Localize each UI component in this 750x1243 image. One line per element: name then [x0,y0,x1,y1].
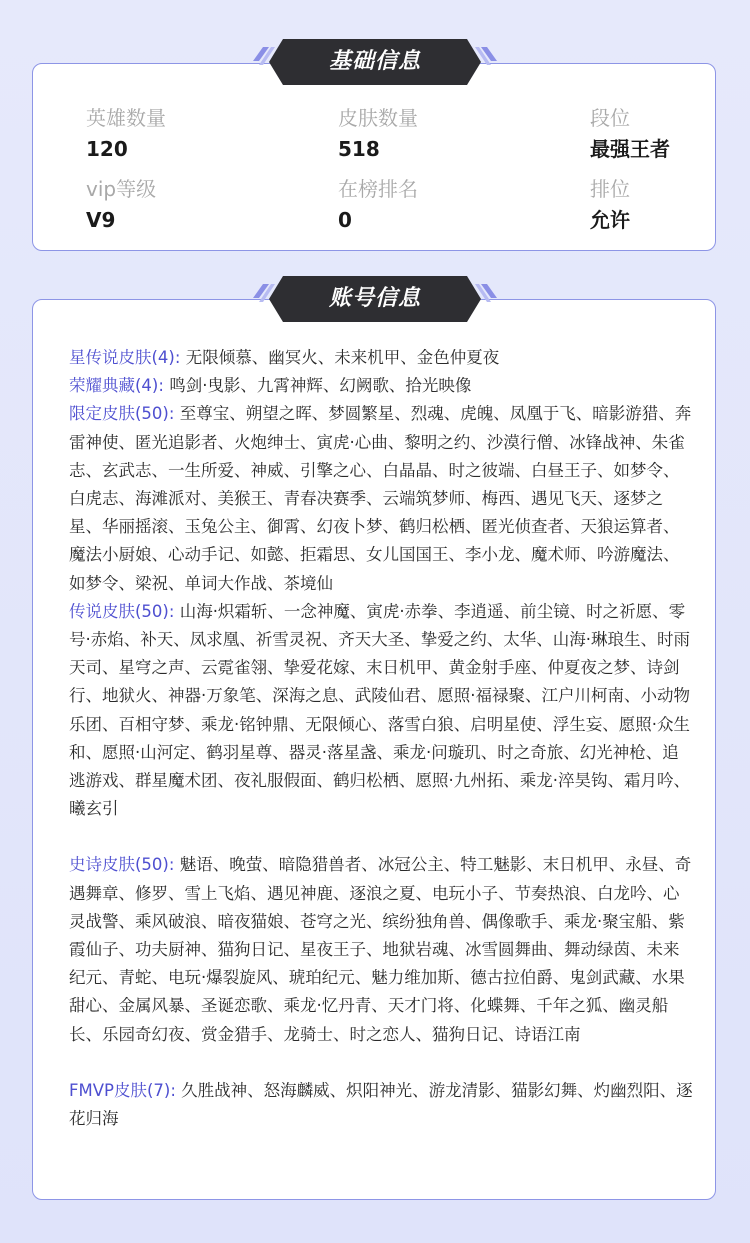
stat-value: 120 [86,137,128,161]
category-items: 久胜战神、怒海麟威、炽阳神光、游龙清影、猫影幻舞、灼幽烈阳、逐花归海 [69,1080,693,1129]
category-name: FMVP皮肤(7): [69,1080,176,1100]
stat-label: 段位 [590,106,630,130]
stat-label: vip等级 [86,177,157,201]
skin-category-fmvp [69,1077,693,1133]
skin-category-limited [69,400,693,597]
stat-vip-level [86,176,156,233]
stat-label: 皮肤数量 [338,106,418,130]
skin-category-epic [69,851,693,1048]
stat-hero-count [86,105,166,162]
stat-value: 518 [338,137,380,161]
category-items: 山海·炽霜斩、一念神魔、寅虎·赤拳、李逍遥、前尘镜、时之祈愿、零号·赤焰、补天、凤求凰、祈雪灵祝、齐天大圣、挚爱之约、太华、山海·琳琅生、时雨天司、星穹之声、云霓雀翎、挚爱花嫁、末日机甲、黄金射手座、仲夏夜之梦、诗剑行、地狱火、神器·万象笔、深海之息、武陵仙君、愿照·福禄聚、江户川柯南、小动物乐团、百相守梦、乘龙·铭钟鼎、无限倾心、落雪白狼、启明星使、浮生妄、愿照·众生和、愿照·山河定、鹤羽星尊、器灵·落星盏、乘龙·问璇玑、时之奇旅、幻光神枪、追逃游戏、群星魔术团、夜礼服假面、鹤归松栖、愿照·九州拓、乘龙·淬昊钩、霜月吟、曦玄引 [69,601,690,819]
basic-info-panel [32,63,716,251]
stat-value: 最强王者 [590,137,670,161]
category-name: 星传说皮肤(4): [69,348,181,367]
stat-rank-tier [590,105,670,162]
stat-value: 0 [338,208,352,232]
category-name: 传说皮肤(50): [69,601,175,621]
account-info-banner [249,276,501,322]
category-items: 鸣剑·曳影、九霄神辉、幻阙歌、拾光映像 [169,376,472,396]
category-items: 无限倾慕、幽冥火、未来机甲、金色仲夏夜 [185,348,500,367]
category-items: 魅语、晚萤、暗隐猎兽者、冰冠公主、特工魅影、末日机甲、永昼、奇遇舞章、修罗、雪上飞焰、遇见神鹿、逐浪之夏、电玩小子、节奏热浪、白龙吟、心灵战警、乘风破浪、暗夜猫娘、苍穹之光、缤纷独角兽、偶像歌手、乘龙·聚宝船、紫霞仙子、功夫厨神、猫狗日记、星夜王子、地狱岩魂、冰雪圆舞曲、舞动绿茵、未来纪元、青蛇、电玩·爆裂旋风、琥珀纪元、魅力维加斯、德古拉伯爵、鬼剑武藏、水果甜心、金属风暴、圣诞恋歌、乘龙·忆丹青、天才门将、化蝶舞、千年之狐、幽灵船长、乐园奇幻夜、赏金猎手、龙骑士、时之恋人、猫狗日记、诗语江南 [69,855,692,1044]
stat-value: V9 [86,208,116,232]
basic-info-banner [249,39,501,85]
stat-skin-count [338,105,418,162]
category-name: 荣耀典藏(4): [69,376,164,396]
stat-label: 在榜排名 [338,177,418,201]
category-name: 史诗皮肤(50): [69,855,175,875]
skin-category-glory-collection [69,372,693,400]
skin-category-legend [69,598,693,824]
stat-leaderboard-rank [338,176,418,233]
skin-list [69,344,693,1133]
stat-label: 英雄数量 [86,106,166,130]
account-info-title: 账号信息 [328,286,421,311]
category-name: 限定皮肤(50): [69,404,175,424]
stat-ranked-allowed [590,176,630,233]
account-info-panel [32,299,716,1200]
stat-label: 排位 [590,177,630,201]
skin-category-star-legend [69,344,693,372]
basic-info-title: 基础信息 [328,49,421,74]
category-items: 至尊宝、朔望之晖、梦圆繁星、烈魂、虎魄、凤凰于飞、暗影游猎、奔雷神使、匿光追影者、火炮绅士、寅虎·心曲、黎明之约、沙漠行僧、冰锋战神、朱雀志、玄武志、一生所爱、神威、引擎之心、白晶晶、时之彼端、白昼王子、如梦令、白虎志、海滩派对、美猴王、青春决赛季、云端筑梦师、梅西、遇见飞天、逐梦之星、华丽摇滚、玉兔公主、御霄、幻夜卜梦、鹤归松栖、匿光侦查者、天狼运算者、魔法小厨娘、心动手记、如懿、拒霜思、女儿国国王、李小龙、魔术师、吟游魔法、如梦令、梁祝、单词大作战、茶境仙 [69,404,692,593]
stat-value: 允许 [590,208,630,232]
